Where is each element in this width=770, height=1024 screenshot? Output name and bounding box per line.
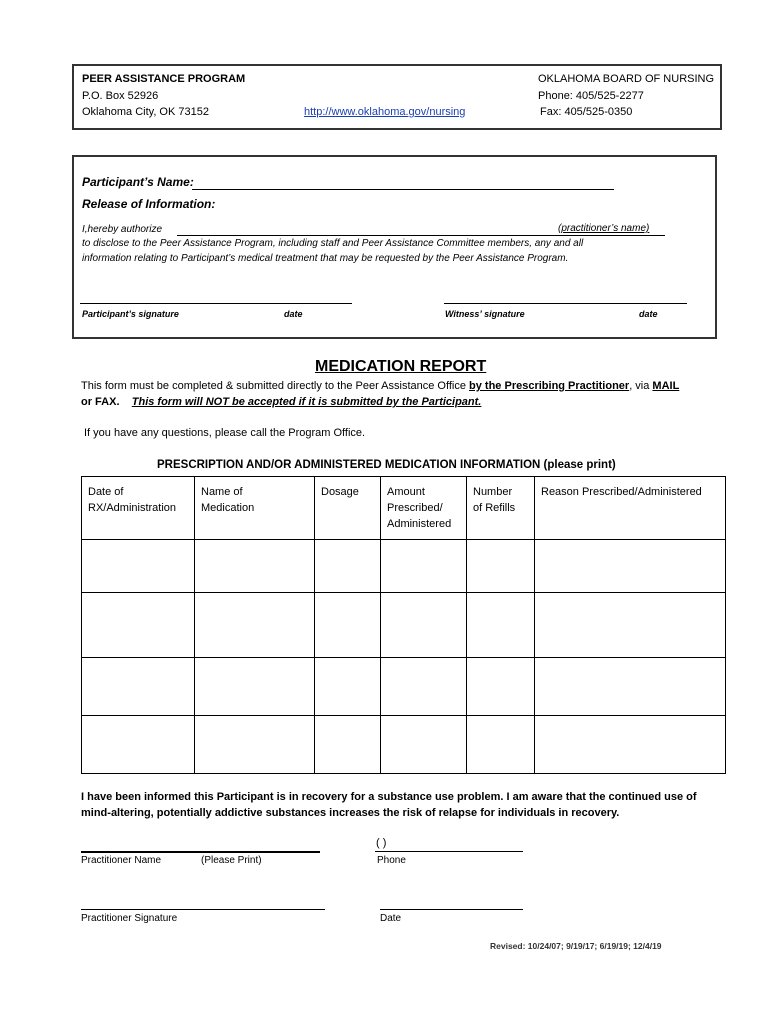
cell-reason[interactable] bbox=[535, 540, 726, 593]
date-line[interactable] bbox=[380, 909, 523, 910]
participant-name-label: Participant’s Name: bbox=[82, 175, 194, 189]
table-row bbox=[82, 658, 726, 716]
statement-line2: mind-altering, potentially addictive substances increases the risk of relapse for individuals in recovery. bbox=[81, 807, 620, 819]
participant-name-field[interactable] bbox=[192, 189, 614, 190]
col-header-date: Date of RX/Administration bbox=[82, 477, 195, 540]
cell-dosage[interactable] bbox=[315, 658, 381, 716]
instr-text-f: This form will NOT be accepted if it is submitted by the Participant. bbox=[131, 396, 482, 408]
revised-note: Revised: 10/24/07; 9/19/17; 6/19/19; 12/4/19 bbox=[490, 941, 662, 951]
participant-signature-line[interactable] bbox=[80, 303, 352, 304]
col-header-refills: Number of Refills bbox=[467, 477, 535, 540]
practitioner-signature-line[interactable] bbox=[81, 909, 325, 910]
please-print-label: (Please Print) bbox=[201, 855, 262, 866]
phone-line[interactable] bbox=[375, 851, 523, 852]
witness-date-label: date bbox=[639, 309, 658, 319]
program-name: PEER ASSISTANCE PROGRAM bbox=[82, 73, 246, 85]
release-box bbox=[72, 155, 717, 339]
instr-text-d: MAIL bbox=[652, 380, 680, 392]
witness-signature-label: Witness’ signature bbox=[445, 309, 525, 319]
board-phone: Phone: 405/525-2277 bbox=[538, 90, 644, 102]
release-title: Release of Information: bbox=[82, 197, 216, 211]
table-row bbox=[82, 593, 726, 658]
practitioner-signature-label: Practitioner Signature bbox=[81, 913, 178, 924]
cell-reason[interactable] bbox=[535, 658, 726, 716]
col-header-dosage: Dosage bbox=[315, 477, 381, 540]
cell-refills[interactable] bbox=[467, 658, 535, 716]
cell-date[interactable] bbox=[82, 593, 195, 658]
cell-medication[interactable] bbox=[195, 593, 315, 658]
table-title: PRESCRIPTION AND/OR ADMINISTERED MEDICATION INFORMATION (please print) bbox=[157, 459, 616, 471]
board-fax: Fax: 405/525-0350 bbox=[540, 106, 633, 118]
table-header-row bbox=[82, 477, 726, 540]
witness-signature-line[interactable] bbox=[444, 303, 687, 304]
practitioner-name-field[interactable] bbox=[177, 235, 665, 236]
cell-amount[interactable] bbox=[381, 716, 467, 774]
instr-text-c: , via bbox=[629, 380, 653, 392]
statement-line1: I have been informed this Participant is in recovery for a substance use problem. I am aware that the continued use of bbox=[81, 791, 697, 803]
disclose-text-line1: to disclose to the Peer Assistance Program, including staff and Peer Assistance Committee members, any and all bbox=[82, 238, 584, 249]
cell-amount[interactable] bbox=[381, 658, 467, 716]
participant-date-label: date bbox=[284, 309, 303, 319]
instr-text-e: or FAX. bbox=[81, 396, 120, 408]
col-header-medication: Name of Medication bbox=[195, 477, 315, 540]
cell-amount[interactable] bbox=[381, 593, 467, 658]
cell-reason[interactable] bbox=[535, 593, 726, 658]
header-box bbox=[72, 64, 722, 130]
practitioner-name-line[interactable] bbox=[81, 851, 320, 853]
board-name: OKLAHOMA BOARD OF NURSING bbox=[538, 73, 715, 85]
table-row bbox=[82, 540, 726, 593]
cell-refills[interactable] bbox=[467, 716, 535, 774]
po-box: P.O. Box 52926 bbox=[82, 90, 159, 102]
participant-signature-label: Participant’s signature bbox=[82, 309, 179, 319]
instr-text-a: This form must be completed & submitted directly to the Peer Assistance Office bbox=[81, 380, 470, 392]
phone-label: Phone bbox=[377, 855, 406, 866]
cell-medication[interactable] bbox=[195, 716, 315, 774]
report-title: MEDICATION REPORT bbox=[315, 358, 487, 375]
cell-date[interactable] bbox=[82, 540, 195, 593]
instructions-line1 bbox=[81, 380, 679, 392]
questions-text: If you have any questions, please call the Program Office. bbox=[84, 427, 366, 439]
cell-date[interactable] bbox=[82, 716, 195, 774]
instr-text-b: by the Prescribing Practitioner bbox=[469, 380, 630, 392]
cell-medication[interactable] bbox=[195, 540, 315, 593]
phone-area-code: ( ) bbox=[376, 837, 387, 849]
date-label: Date bbox=[380, 913, 402, 924]
cell-medication[interactable] bbox=[195, 658, 315, 716]
cell-dosage[interactable] bbox=[315, 716, 381, 774]
cell-date[interactable] bbox=[82, 658, 195, 716]
cell-amount[interactable] bbox=[381, 540, 467, 593]
cell-refills[interactable] bbox=[467, 593, 535, 658]
table-row bbox=[82, 716, 726, 774]
practitioner-name-label: Practitioner Name bbox=[81, 855, 162, 866]
medication-table bbox=[81, 476, 726, 774]
city-address: Oklahoma City, OK 73152 bbox=[82, 106, 209, 118]
cell-refills[interactable] bbox=[467, 540, 535, 593]
nursing-website-link[interactable]: http://www.oklahoma.gov/nursing bbox=[304, 106, 466, 118]
instructions-line2 bbox=[81, 396, 481, 408]
cell-dosage[interactable] bbox=[315, 593, 381, 658]
practitioner-name-label: (practitioner’s name) bbox=[558, 223, 650, 234]
cell-reason[interactable] bbox=[535, 716, 726, 774]
col-header-amount: Amount Prescribed/ Administered bbox=[381, 477, 467, 540]
cell-dosage[interactable] bbox=[315, 540, 381, 593]
col-header-reason: Reason Prescribed/Administered bbox=[535, 477, 726, 540]
authorize-label: I,hereby authorize bbox=[82, 224, 163, 235]
disclose-text-line2: information relating to Participant’s medical treatment that may be requested by the Peer Assistance Program. bbox=[82, 253, 569, 264]
